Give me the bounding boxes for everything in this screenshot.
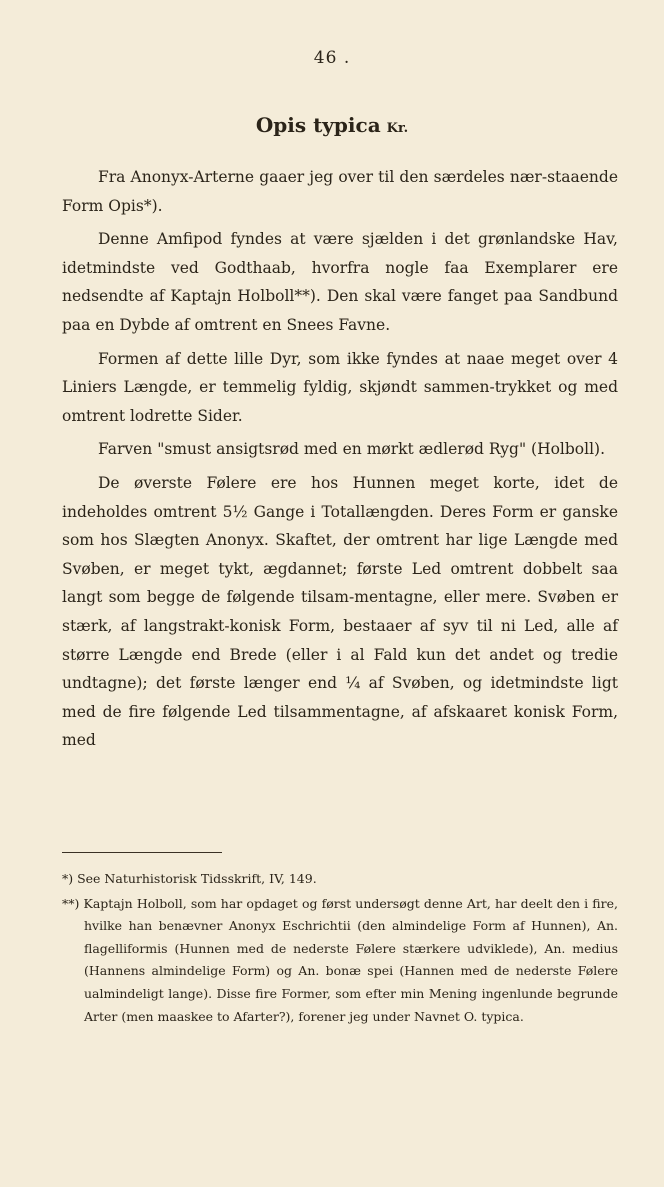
paragraph: Farven "smust ansigtsrød med en mørkt ædlerød Ryg" (Holboll).: [98, 440, 606, 459]
footnote: *) See Naturhistorisk Tidsskrift, IV, 149.: [62, 871, 317, 886]
species-title: Opis typica: [255, 113, 381, 137]
footnotes: [62, 868, 618, 1030]
section-heading: [0, 113, 664, 137]
footnote: **) Kaptajn Holboll, som har opdaget og først undersøgt denne Art, har deelt den i fire, hvilke han benævner Anonyx Eschrichtii (den almindelige Form af Hunnen), An. flagelliformis (Hunnen med de nederste Følere stærkere udviklede), An. medius (Hannens almindelige Form) og An. bonæ spei (Hannen med de nederste Følere ualmindeligt lange). Disse fire Former, som efter min Mening ingenlunde begrunde Arter (men maaskee to Afarter?), forener jeg under Navnet O. typica.: [62, 895, 618, 1024]
footnote-divider: [62, 852, 222, 853]
main-text: [62, 163, 618, 760]
paragraph: Fra Anonyx-Arterne gaaer jeg over til den særdeles nær-staaende Form Opis*).: [62, 168, 618, 215]
paragraph: Denne Amfipod fyndes at være sjælden i det grønlandske Hav, idetmindste ved Godthaab, hvorfra nogle faa Exemplarer ere nedsendte af Kaptajn Holboll**). Den skal være fanget paa Sandbund paa en Dybde af omtrent en Snees Favne.: [62, 230, 618, 334]
paragraph: De øverste Følere ere hos Hunnen meget korte, idet de indeholdes omtrent 5½ Gange i Totallængden. Deres Form er ganske som hos Slægten Anonyx. Skaftet, der omtrent har lige Længde med Svøben, er meget tykt, ægdannet; første Led omtrent dobbelt saa langt som begge de følgende tilsam-mentagne, eller mere. Svøben er stærk, af langstrakt-konisk Form, bestaaer af syv til ni Led, alle af større Længde end Brede (eller i al Fald kun det andet og tredie undtagne); det første længer end ¼ af Svøben, og idetmindste ligt med de fire følgende Led tilsammentagne, af afskaaret konisk Form, med: [62, 473, 618, 750]
page-number-mark: .: [343, 48, 351, 68]
page-number-value: 46: [313, 48, 338, 68]
paragraph: Formen af dette lille Dyr, som ikke fyndes at naae meget over 4 Liniers Længde, er temmelig fyldig, skjøndt sammen-trykket og med omtrent lodrette Sider.: [62, 349, 618, 425]
page-number: [0, 48, 664, 68]
species-author: Kr.: [386, 121, 409, 136]
